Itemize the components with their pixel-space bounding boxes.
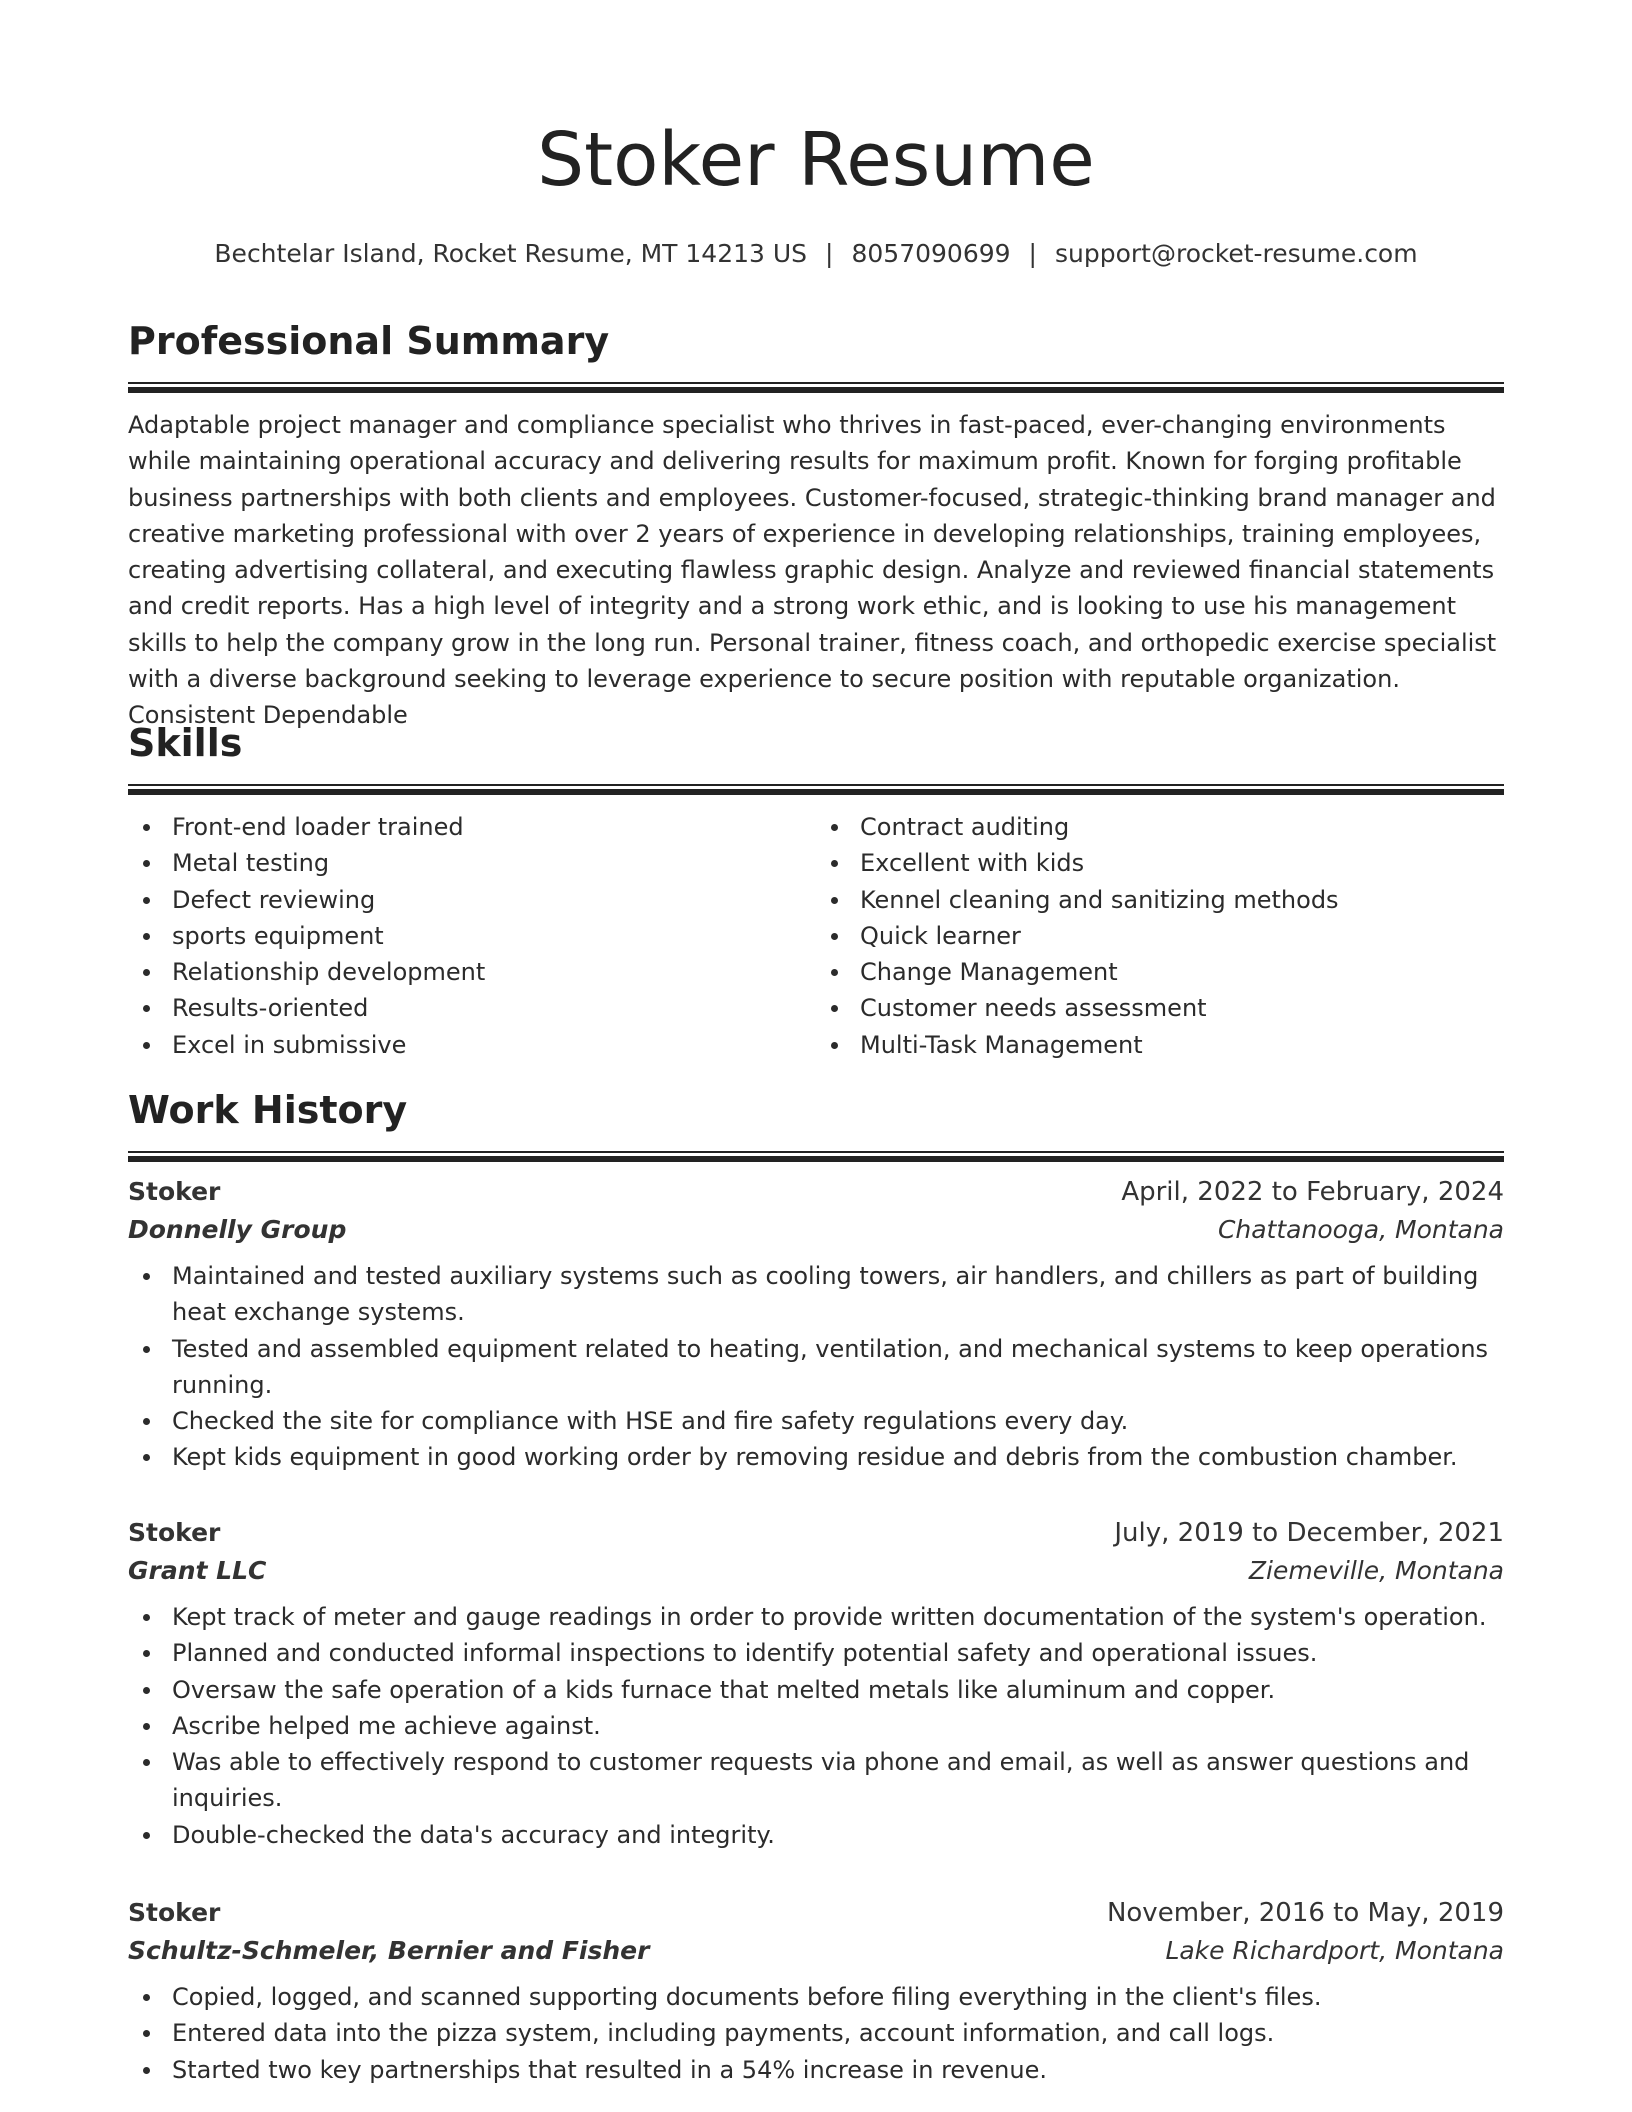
job-dates: November, 2016 to May, 2019 [1106,1898,1504,1928]
skill-item: Defect reviewing [128,882,816,918]
work-section [128,1085,1504,1162]
job-title: Stoker [128,1177,221,1206]
job-location: Chattanooga, Montana [1217,1215,1504,1244]
contact-address: Bechtelar Island, Rocket Resume, MT 14213 US [214,239,808,268]
section-divider [128,1151,1504,1162]
job-bullet: Ascribe helped me achieve against. [128,1708,1504,1744]
skills-section [128,718,1504,1063]
job-entry [128,1177,1504,1476]
job-dates: April, 2022 to February, 2024 [1121,1177,1504,1207]
job-location: Ziemeville, Montana [1248,1556,1504,1585]
job-bullet: Was able to effectively respond to customer requests via phone and email, as well as answer questions and inquiries. [128,1744,1504,1817]
skill-item: Results-oriented [128,990,816,1026]
summary-section [128,316,1504,734]
skill-item: Multi-Task Management [816,1027,1504,1063]
section-divider [128,382,1504,393]
job-bullet: Checked the site for compliance with HSE and fire safety regulations every day. [128,1403,1504,1439]
skill-item: Excellent with kids [816,845,1504,881]
job-title: Stoker [128,1518,221,1547]
skills-list [128,809,1504,1063]
job-bullets [128,1599,1504,1853]
job-company: Grant LLC [128,1556,267,1585]
job-dates: July, 2019 to December, 2021 [1114,1518,1504,1548]
contact-separator: | [1028,239,1037,268]
skill-item: Front-end loader trained [128,809,816,845]
contact-phone: 8057090699 [851,239,1011,268]
job-bullet: Maintained and tested auxiliary systems such as cooling towers, air handlers, and chillers as part of building heat exchange systems. [128,1258,1504,1331]
section-title-skills: Skills [128,721,243,765]
job-bullet: Started two key partnerships that resulted in a 54% increase in revenue. [128,2052,1504,2088]
skill-item: Quick learner [816,918,1504,954]
skill-item: Change Management [816,954,1504,990]
job-entry [128,1518,1504,1853]
job-bullet: Double-checked the data's accuracy and integrity. [128,1817,1504,1853]
job-bullet: Kept kids equipment in good working order by removing residue and debris from the combustion chamber. [128,1439,1504,1475]
job-bullets [128,1979,1504,2088]
skill-item: Contract auditing [816,809,1504,845]
contact-email: support@rocket-resume.com [1054,239,1418,268]
summary-text: Adaptable project manager and compliance specialist who thrives in fast-paced, ever-changing environments while maintaining operational accuracy and delivering results for maximum profit. Known for forging profitable business partnerships with both clients and employees. Customer-focused, strategic-thinking brand manager and creative marketing professional with over 2 years of experience in developing relationships, training employees, creating advertising collateral, and executing flawless graphic design. Analyze and reviewed financial statements and credit reports. Has a high level of integrity and a strong work ethic, and is looking to use his management skills to help the company grow in the long run. Personal trainer, fitness coach, and orthopedic exercise specialist with a diverse background seeking to leverage experience to secure position with reputable organization. Consistent Dependable [128,411,1497,730]
skill-item: Customer needs assessment [816,990,1504,1026]
job-bullet: Entered data into the pizza system, including payments, account information, and call logs. [128,2015,1504,2051]
job-bullet: Oversaw the safe operation of a kids furnace that melted metals like aluminum and copper. [128,1672,1504,1708]
job-bullet: Kept track of meter and gauge readings in order to provide written documentation of the system's operation. [128,1599,1504,1635]
job-bullet: Copied, logged, and scanned supporting documents before filing everything in the client's files. [128,1979,1504,2015]
section-title-summary: Professional Summary [128,319,610,363]
contact-separator: | [825,239,834,268]
skill-item: sports equipment [128,918,816,954]
skill-item: Excel in submissive [128,1027,816,1063]
skill-item: Kennel cleaning and sanitizing methods [816,882,1504,918]
job-bullets [128,1258,1504,1476]
job-company: Donnelly Group [128,1215,347,1244]
job-title: Stoker [128,1898,221,1927]
contact-line [128,239,1504,268]
section-title-work: Work History [128,1088,408,1132]
job-location: Lake Richardport, Montana [1165,1936,1504,1965]
skills-column-left [128,809,816,1063]
skill-item: Relationship development [128,954,816,990]
job-entry [128,1898,1504,2088]
resume-name: Stoker Resume [537,117,1095,203]
job-bullet: Tested and assembled equipment related to heating, ventilation, and mechanical systems to keep operations running. [128,1331,1504,1404]
skill-item: Metal testing [128,845,816,881]
job-bullet: Planned and conducted informal inspections to identify potential safety and operational issues. [128,1635,1504,1671]
skills-column-right [816,809,1504,1063]
job-company: Schultz-Schmeler, Bernier and Fisher [128,1936,650,1965]
section-divider [128,784,1504,795]
